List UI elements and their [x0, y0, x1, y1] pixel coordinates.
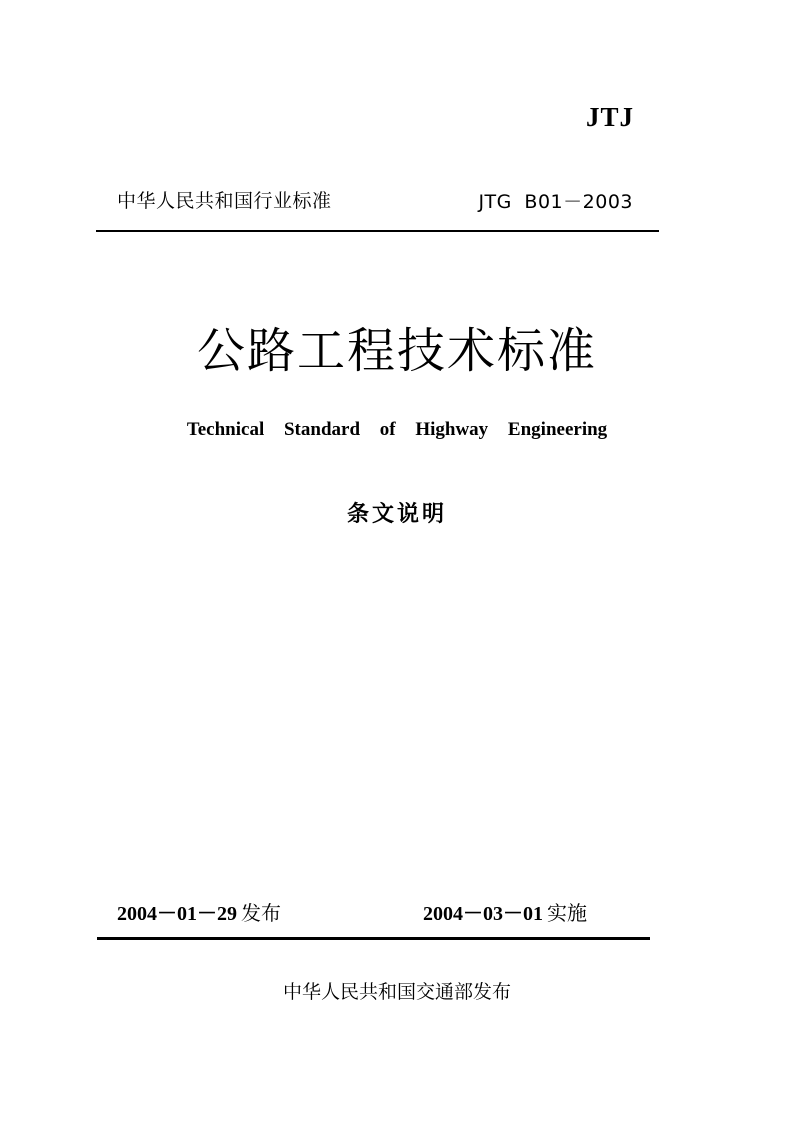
organization-standard-label: 中华人民共和国行业标准 — [117, 190, 332, 212]
issue-date: 2004－01－29 — [117, 903, 237, 925]
issue-date-line — [117, 897, 281, 926]
standard-code: JTG B01－2003 — [478, 191, 633, 213]
implementation-label: 实施 — [547, 901, 587, 925]
footer-divider — [97, 937, 650, 940]
document-title-chinese: 公路工程技术标准 — [196, 323, 597, 379]
implementation-date: 2004－03－01 — [423, 903, 543, 925]
publisher: 中华人民共和国交通部发布 — [282, 981, 511, 1003]
category-mark: JTJ — [585, 102, 634, 132]
document-title-english: Technical Standard of Highway Engineering — [186, 419, 608, 440]
implementation-date-line — [423, 897, 587, 926]
header-divider — [96, 230, 659, 232]
issue-label: 发布 — [241, 901, 281, 925]
document-subtitle: 条文说明 — [346, 501, 447, 527]
